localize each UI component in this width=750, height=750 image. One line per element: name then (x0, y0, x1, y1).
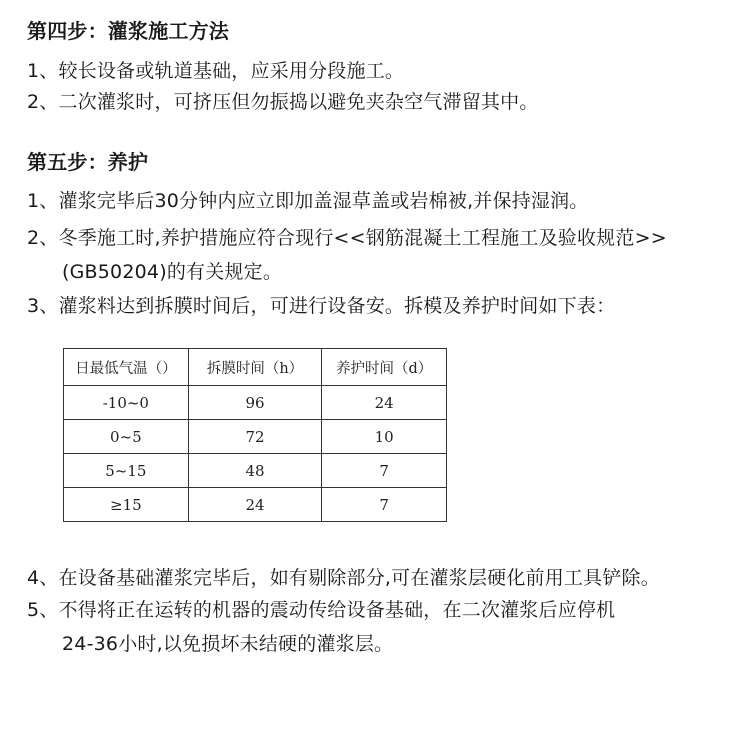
cell-temperature: -10~0 (64, 386, 189, 420)
cell-temperature: 0~5 (64, 420, 189, 454)
table-header-row (64, 349, 447, 386)
step5-item-1: 1、灌浆完毕后30分钟内应立即加盖湿草盖或岩棉被,并保持湿润。 (27, 190, 589, 212)
step5-item-5: 5、不得将正在运转的机器的震动传给设备基础，在二次灌浆后应停机 (27, 599, 616, 621)
table-row (64, 386, 447, 420)
header-demold-time: 拆膜时间（h） (188, 349, 322, 386)
step4-heading: 第四步：灌浆施工方法 (27, 19, 229, 43)
cell-temperature: ≥15 (64, 488, 189, 522)
cell-demold-hours: 48 (188, 454, 322, 488)
header-min-temperature: 日最低气温（） (64, 349, 189, 386)
step5-item-2: 2、冬季施工时,养护措施应符合现行<<钢筋混凝土工程施工及验收规范>> (27, 227, 667, 249)
cell-curing-days: 7 (322, 454, 447, 488)
cell-curing-days: 24 (322, 386, 447, 420)
step5-item-4: 4、在设备基础灌浆完毕后，如有剔除部分,可在灌浆层硬化前用工具铲除。 (27, 567, 660, 589)
step5-item-3: 3、灌浆料达到拆膜时间后，可进行设备安。拆模及养护时间如下表： (27, 295, 616, 317)
cell-demold-hours: 72 (188, 420, 322, 454)
step4-item-2: 2、二次灌浆时，可挤压但勿振捣以避免夹杂空气滞留其中。 (27, 91, 539, 113)
step4-item-1: 1、较长设备或轨道基础，应采用分段施工。 (27, 60, 405, 82)
step5-item-2-continued: (GB50204)的有关规定。 (62, 261, 283, 283)
table-row (64, 454, 447, 488)
cell-demold-hours: 24 (188, 488, 322, 522)
step5-item-5-continued: 24-36小时,以免损坏未结硬的灌浆层。 (62, 633, 394, 655)
table-row (64, 420, 447, 454)
cell-curing-days: 10 (322, 420, 447, 454)
header-curing-time: 养护时间（d） (322, 349, 447, 386)
table-row (64, 488, 447, 522)
step5-heading: 第五步：养护 (27, 150, 149, 174)
cell-curing-days: 7 (322, 488, 447, 522)
cell-demold-hours: 96 (188, 386, 322, 420)
curing-time-table (63, 348, 447, 522)
cell-temperature: 5~15 (64, 454, 189, 488)
